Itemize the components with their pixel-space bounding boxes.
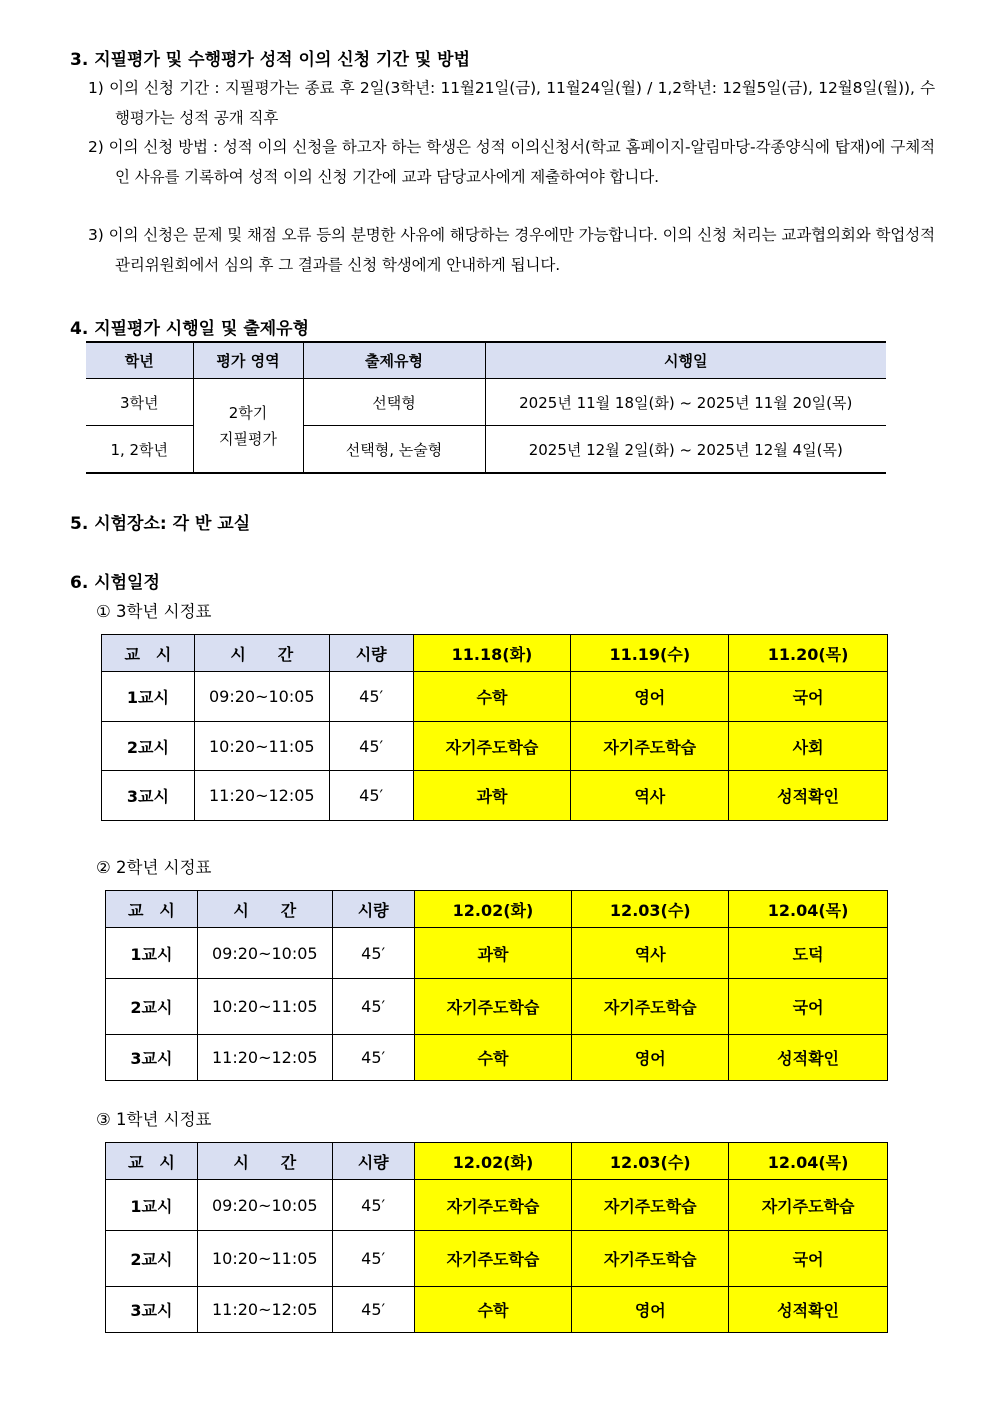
column-header: 평가 영역 — [193, 342, 303, 379]
duration-cell: 45′ — [329, 672, 413, 722]
period-cell: 2교시 — [102, 722, 195, 771]
header-cell: 교 시 — [106, 891, 198, 928]
schedule-row — [102, 771, 888, 821]
schedule-3rd-grade-table — [101, 634, 888, 821]
date-cell: 2025년 12월 2일(화) ~ 2025년 12월 4일(목) — [485, 426, 886, 474]
time-cell: 10:20~11:05 — [197, 979, 332, 1035]
subject-cell: 자기주도학습 — [414, 979, 572, 1035]
duration-cell: 45′ — [332, 1231, 414, 1287]
subject-cell: 과학 — [413, 771, 571, 821]
subject-cell: 도덕 — [729, 928, 888, 979]
period-cell: 2교시 — [106, 979, 198, 1035]
section-5-title: 5. 시험장소: 각 반 교실 — [70, 514, 251, 534]
subject-cell: 수학 — [413, 672, 571, 722]
period-cell: 3교시 — [106, 1287, 198, 1333]
date-header-cell: 12.03(수) — [572, 1143, 729, 1180]
duration-cell: 45′ — [329, 722, 413, 771]
date-header-cell: 12.02(화) — [414, 1143, 572, 1180]
section-6-title: 6. 시험일정 — [70, 573, 160, 593]
schedule-row — [106, 979, 888, 1035]
time-cell: 10:20~11:05 — [194, 722, 329, 771]
date-header-cell: 12.04(목) — [729, 1143, 888, 1180]
subject-cell: 성적확인 — [729, 1287, 888, 1333]
schedule-1st-grade-title: ③ 1학년 시정표 — [96, 1110, 212, 1129]
time-cell: 11:20~12:05 — [194, 771, 329, 821]
time-cell: 11:20~12:05 — [197, 1287, 332, 1333]
grade-cell: 1, 2학년 — [86, 426, 193, 474]
duration-cell: 45′ — [329, 771, 413, 821]
subject-cell: 자기주도학습 — [414, 1231, 572, 1287]
period-cell: 3교시 — [106, 1035, 198, 1081]
subject-cell: 수학 — [414, 1035, 572, 1081]
date-header-cell: 12.04(목) — [729, 891, 888, 928]
header-cell: 시 간 — [197, 891, 332, 928]
area-cell — [193, 379, 303, 474]
header-cell: 시 간 — [194, 635, 329, 672]
duration-cell: 45′ — [332, 1287, 414, 1333]
period-cell: 1교시 — [106, 1180, 198, 1231]
period-cell: 2교시 — [106, 1231, 198, 1287]
subject-cell: 영어 — [572, 1035, 729, 1081]
subject-cell: 자기주도학습 — [729, 1180, 888, 1231]
subject-cell: 국어 — [729, 1231, 888, 1287]
table-row — [86, 379, 886, 426]
schedule-row — [106, 1287, 888, 1333]
header-cell: 시량 — [332, 1143, 414, 1180]
duration-cell: 45′ — [332, 1180, 414, 1231]
duration-cell: 45′ — [332, 979, 414, 1035]
subject-cell: 자기주도학습 — [572, 1231, 729, 1287]
schedule-row — [106, 1180, 888, 1231]
date-header-cell: 12.02(화) — [414, 891, 572, 928]
date-header-cell: 11.20(목) — [729, 635, 888, 672]
column-header: 출제유형 — [303, 342, 485, 379]
schedule-header-row — [106, 891, 888, 928]
area-line-2: 지필평가 — [219, 429, 277, 448]
schedule-header-row — [102, 635, 888, 672]
header-cell: 시 간 — [197, 1143, 332, 1180]
subject-cell: 사회 — [729, 722, 888, 771]
schedule-row — [102, 672, 888, 722]
table-header-row — [86, 342, 886, 379]
column-header: 시행일 — [485, 342, 886, 379]
time-cell: 09:20~10:05 — [197, 1180, 332, 1231]
section-4-title: 4. 지필평가 시행일 및 출제유형 — [70, 319, 310, 339]
date-header-cell: 12.03(수) — [572, 891, 729, 928]
subject-cell: 영어 — [571, 672, 729, 722]
subject-cell: 역사 — [572, 928, 729, 979]
header-cell: 교 시 — [102, 635, 195, 672]
duration-cell: 45′ — [332, 928, 414, 979]
schedule-row — [106, 1035, 888, 1081]
schedule-2nd-grade-table — [105, 890, 888, 1081]
schedule-row — [102, 722, 888, 771]
section-3-title: 3. 지필평가 및 수행평가 성적 이의 신청 기간 및 방법 — [70, 50, 470, 70]
area-line-1: 2학기 — [228, 403, 268, 422]
period-cell: 1교시 — [106, 928, 198, 979]
time-cell: 10:20~11:05 — [197, 1231, 332, 1287]
period-cell: 1교시 — [102, 672, 195, 722]
schedule-2nd-grade-title: ② 2학년 시정표 — [96, 858, 212, 877]
column-header: 학년 — [86, 342, 193, 379]
date-cell: 2025년 11월 18일(화) ~ 2025년 11월 20일(목) — [485, 379, 886, 426]
type-cell: 선택형, 논술형 — [303, 426, 485, 474]
subject-cell: 수학 — [414, 1287, 572, 1333]
subject-cell: 국어 — [729, 979, 888, 1035]
period-cell: 3교시 — [102, 771, 195, 821]
subject-cell: 자기주도학습 — [414, 1180, 572, 1231]
subject-cell: 자기주도학습 — [571, 722, 729, 771]
exam-overview-table — [86, 341, 886, 474]
subject-cell: 과학 — [414, 928, 572, 979]
subject-cell: 자기주도학습 — [572, 1180, 729, 1231]
subject-cell: 성적확인 — [729, 1035, 888, 1081]
section-3-item-1: 1) 이의 신청 기간 : 지필평가는 종료 후 2일(3학년: 11월21일(금), 11월24일(월) / 1,2학년: 12월5일(금), 12월8일(월)), 수행평가는 성적 공개 직후 — [88, 79, 935, 127]
schedule-row — [106, 1231, 888, 1287]
subject-cell: 국어 — [729, 672, 888, 722]
schedule-1st-grade-table — [105, 1142, 888, 1333]
subject-cell: 자기주도학습 — [572, 979, 729, 1035]
time-cell: 09:20~10:05 — [194, 672, 329, 722]
grade-cell: 3학년 — [86, 379, 193, 426]
schedule-header-row — [106, 1143, 888, 1180]
date-header-cell: 11.18(화) — [413, 635, 571, 672]
subject-cell: 영어 — [572, 1287, 729, 1333]
schedule-3rd-grade-title: ① 3학년 시정표 — [96, 602, 212, 621]
time-cell: 11:20~12:05 — [197, 1035, 332, 1081]
header-cell: 시량 — [332, 891, 414, 928]
subject-cell: 성적확인 — [729, 771, 888, 821]
duration-cell: 45′ — [332, 1035, 414, 1081]
subject-cell: 역사 — [571, 771, 729, 821]
section-3-item-2: 2) 이의 신청 방법 : 성적 이의 신청을 하고자 하는 학생은 성적 이의신청서(학교 홈페이지-알림마당-각종양식에 탑재)에 구체적인 사유를 기록하여 성적 이의 신청 기간에 교과 담당교사에게 제출하여야 합니다. — [88, 138, 935, 186]
type-cell: 선택형 — [303, 379, 485, 426]
header-cell: 교 시 — [106, 1143, 198, 1180]
subject-cell: 자기주도학습 — [413, 722, 571, 771]
date-header-cell: 11.19(수) — [571, 635, 729, 672]
time-cell: 09:20~10:05 — [197, 928, 332, 979]
schedule-row — [106, 928, 888, 979]
header-cell: 시량 — [329, 635, 413, 672]
section-3-item-3: 3) 이의 신청은 문제 및 채점 오류 등의 분명한 사유에 해당하는 경우에만 가능합니다. 이의 신청 처리는 교과협의회와 학업성적관리위원회에서 심의 후 그 결과를 신청 학생에게 안내하게 됩니다. — [88, 226, 935, 274]
